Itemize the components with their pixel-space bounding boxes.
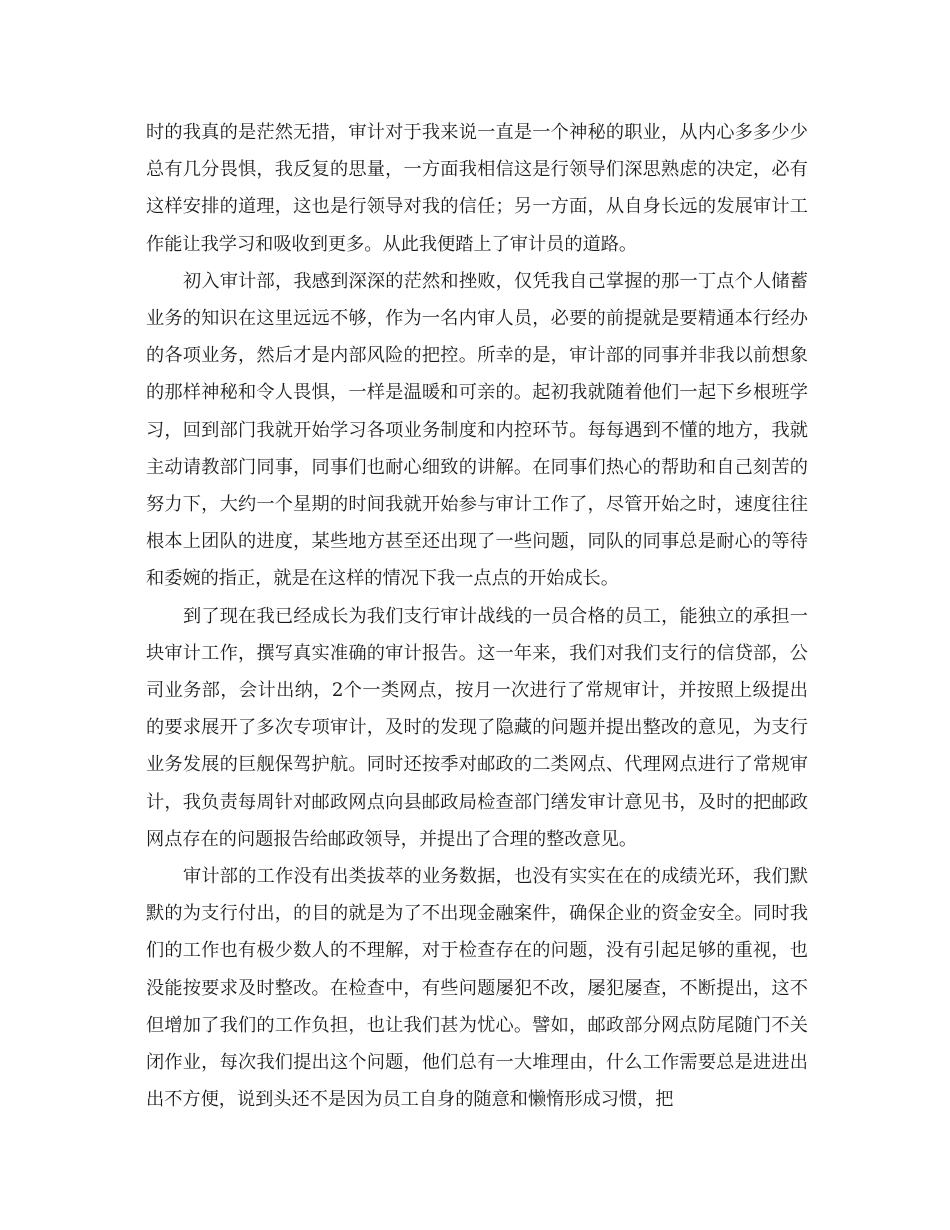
paragraph-1: 时的我真的是茫然无措，审计对于我来说一直是一个神秘的职业，从内心多多少少总有几分畏惧，我反复的思量，一方面我相信这是行领导们深思熟虑的决定，必有这样安排的道理，这也是行领导对我的信任；另一方面，从自身长远的发展审计工作能让我学习和吸收到更多。从此我便踏上了审计员的道路。 bbox=[146, 122, 808, 255]
document-body bbox=[146, 114, 808, 1118]
paragraph-3: 到了现在我已经成长为我们支行审计战线的一员合格的员工，能独立的承担一块审计工作，撰写真实准确的审计报告。这一年来，我们对我们支行的信贷部，公司业务部，会计出纳，2个一类网点，按月一次进行了常规审计，并按照上级提出的要求展开了多次专项审计，及时的发现了隐藏的问题并提出整改的意见，为支行业务发展的巨舰保驾护航。同时还按季对邮政的二类网点、代理网点进行了常规审计，我负责每周针对邮政网点向县邮政局检查部门缮发审计意见书，及时的把邮政网点存在的问题报告给邮政领导，并提出了合理的整改意见。 bbox=[146, 605, 808, 850]
paragraph-2: 初入审计部，我感到深深的茫然和挫败，仅凭我自己掌握的那一丁点个人储蓄业务的知识在这里远远不够，作为一名内审人员，必要的前提就是要精通本行经办的各项业务，然后才是内部风险的把控。所幸的是，审计部的同事并非我以前想象的那样神秘和令人畏惧，一样是温暖和可亲的。起初我就随着他们一起下乡根班学习，回到部门我就开始学习各项业务制度和内控环节。每每遇到不懂的地方，我就主动请教部门同事，同事们也耐心细致的讲解。在同事们热心的帮助和自己刻苦的努力下，大约一个星期的时间我就开始参与审计工作了，尽管开始之时，速度往往根本上团队的进度，某些地方甚至还出现了一些问题，同队的同事总是耐心的等待和委婉的指正，就是在这样的情况下我一点点的开始成长。 bbox=[146, 270, 808, 590]
paragraph-4: 审计部的工作没有出类拔萃的业务数据，也没有实实在在的成绩光环，我们默默的为支行付出，的目的就是为了不出现金融案件，确保企业的资金安全。同时我们的工作也有极少数人的不理解，对于检查存在的问题，没有引起足够的重视，也没能按要求及时整改。在检查中，有些问题屡犯不改，屡犯屡查，不断提出，这不但增加了我们的工作负担，也让我们甚为忧心。譬如，邮政部分网点防尾随门不关闭作业，每次我们提出这个问题，他们总有一大堆理由，什么工作需要总是进进出出不方便，说到头还不是因为员工自身的随意和懒惰形成习惯，把 bbox=[146, 866, 808, 1111]
